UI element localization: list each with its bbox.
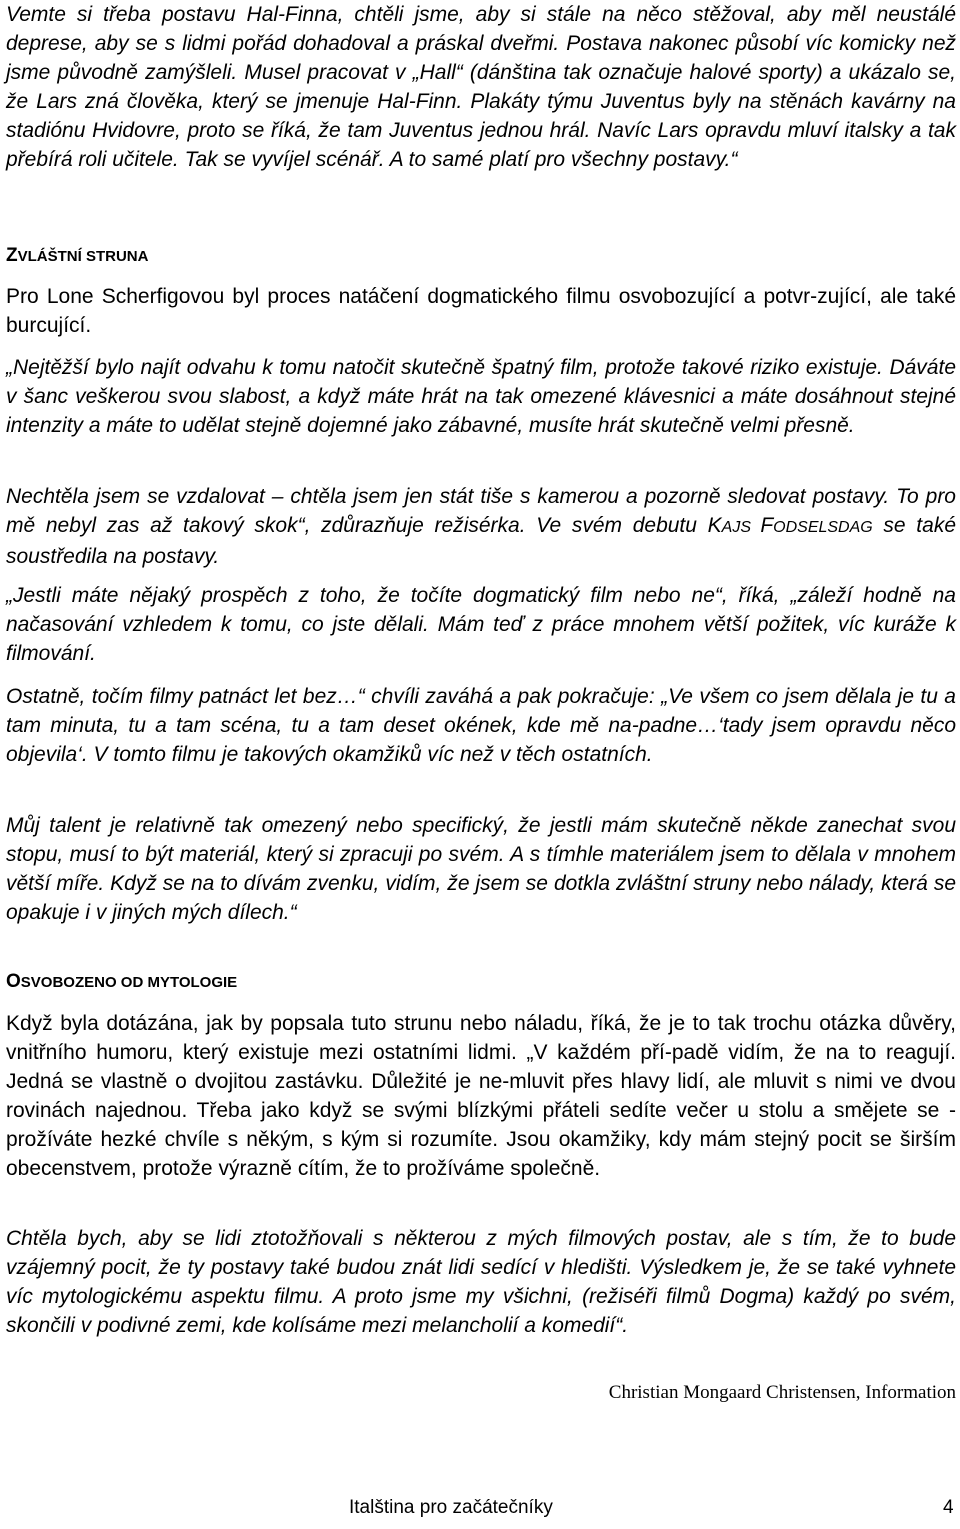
film-title-initial: K bbox=[707, 514, 722, 537]
footer-title: Italština pro začátečníky bbox=[349, 1497, 553, 1518]
page-number: 4 bbox=[943, 1497, 954, 1518]
heading-initial: O bbox=[6, 971, 21, 992]
paragraph-nechtela bbox=[6, 482, 956, 571]
film-title-part: AJS bbox=[721, 519, 761, 536]
section-heading-osvobozeno bbox=[6, 969, 237, 996]
film-title-initial: F bbox=[760, 514, 774, 537]
paragraph-text: Nechtěla jsem se vzdalovat – chtěla jsem jen stát tiše s kamerou a pozorně sledovat postavy. To pro mě nebyl zas až takový skok“, zdůrazňuje režisérka. Ve svém debutu bbox=[6, 485, 956, 537]
paragraph-quote-jestli: „Jestli máte nějaký prospěch z toho, že točíte dogmatický film nebo ne“, říká, „záleží hodně na načasování vzhledem k tomu, co jste dělali. Mám teď z práce mnohem větší požitek, víc kuráže k filmování. bbox=[6, 584, 956, 665]
paragraph-ostatne: Ostatně, točím filmy patnáct let bez…“ chvíli zaváhá a pak pokračuje: „Ve všem co jsem dělala je tu a tam minuta, tu a tam scéna, tu a tam deset okének, kde mě na-padne…‘tady jsem opravdu něco objevila‘. V tomto filmu je takových okamžiků víc než v těch ostatních. bbox=[6, 685, 956, 766]
article-attribution: Christian Mongaard Christensen, Information bbox=[608, 1382, 956, 1403]
heading-rest: VLÁŠTNÍ STRUNA bbox=[17, 248, 149, 265]
heading-rest: SVOBOZENO OD MYTOLOGIE bbox=[20, 974, 238, 991]
paragraph-kdyz-byla: Když byla dotázána, jak by popsala tuto strunu nebo náladu, říká, že je to tak trochu otázka důvěry, vnitřního humoru, který existuje mezi ostatními lidmi. „V každém pří-padě vidím, že na to reagují. Jedná se vlastně o dvojitou zastávku. Důležité je ne-mluvit přes hlavy lidí, ale mluvit s nimi ve dvou rovinách najednou. Třeba jako když se svými blízkými přáteli sedíte večer u stolu a smějete se - prožíváte hezké chvíle s někým, s kým si rozumíte. Jsou okamžiky, kdy mám stejný pocit se širším obecenstvem, protože výrazně cítím, že to prožíváme společně. bbox=[6, 1012, 956, 1180]
paragraph-lone-scherfig: Pro Lone Scherfigovou byl proces natáčení dogmatického filmu osvobozující a potvr-zující, ale také burcující. bbox=[6, 285, 956, 337]
paragraph-quote-nejtezsi: „Nejtěžší bylo najít odvahu k tomu natočit skutečně špatný film, protože takové riziko existuje. Dáváte v šanc veškerou svou slabost, a když máte hrát na tak omezené klávesnici a máte dosáhnout stejné intenzity a máte to udělat stejně dojemné jako zábavné, musíte hrát skutečně velmi přesně. bbox=[6, 356, 956, 437]
heading-initial: Z bbox=[6, 245, 18, 266]
section-heading-zvlastni-struna bbox=[6, 243, 148, 270]
paragraph-muj-talent: Můj talent je relativně tak omezený nebo specifický, že jestli mám skutečně někde zanechat svou stopu, musí to být materiál, který si zpracuji po svém. A s tímhle materiálem jsem to dělala v mnohem větší míře. Když se na to dívám zvenku, vidím, že jsem se dotkla zvláštní struny nebo nálady, která se opakuje i v jiných mých dílech.“ bbox=[6, 814, 956, 924]
paragraph-hal-finn: Vemte si třeba postavu Hal-Finna, chtěli jsme, aby si stále na něco stěžoval, aby měl neustálé deprese, aby se s lidmi pořád dohadoval a práskal dveřmi. Postava nakonec působí víc komicky než jsme původně zamýšleli. Musel pracovat v „Hall“ (dánština tak označuje halové sporty) a ukázalo se, že Lars zná člověka, který se jmenuje Hal-Finn. Plakáty týmu Juventus byly na stěnách kavárny na stadiónu Hvidovre, proto se říká, že tam Juventus jednou hrál. Navíc Lars opravdu mluví italsky a tak přebírá roli učitele. Tak se vyvíjel scénář. A to samé platí pro všechny postavy.“ bbox=[6, 3, 956, 171]
film-title-part: ODSELSDAG bbox=[773, 519, 873, 536]
paragraph-chtela-bych: Chtěla bych, aby se lidi ztotožňovali s některou z mých filmových postav, ale s tím, že to bude vzájemný pocit, že ty postavy také budou znát lidi sedící v hledišti. Výsledkem je, že se také vyhnete víc mytologickému aspektu filmu. A proto jsme my všichni, (režiséři filmů Dogma) každý po svém, skončili v podivné zemi, kde kolísáme mezi melancholií a komedií“. bbox=[6, 1227, 956, 1337]
paragraph-text: se také soustředila na postavy. bbox=[6, 514, 956, 568]
